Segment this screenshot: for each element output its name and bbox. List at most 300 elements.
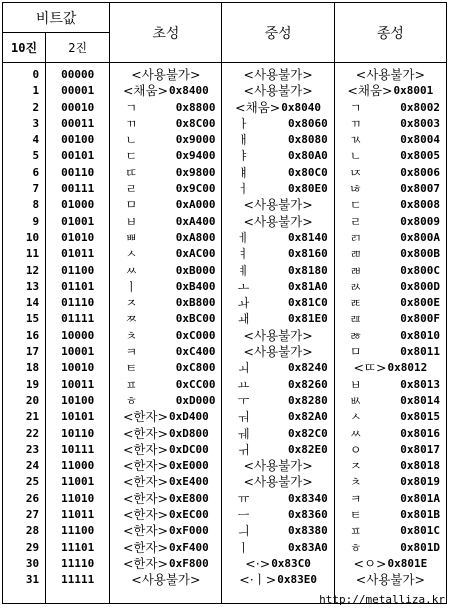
initial-jamo: ㅉ <box>125 312 138 327</box>
initial-entry <box>110 100 221 116</box>
initial-jamo: ㅌ <box>125 361 138 376</box>
medial-jamo: ㅑ <box>237 149 250 164</box>
medial-entry <box>222 246 333 262</box>
initial-special-label: <한자> <box>122 441 169 457</box>
binary-value: 10101 <box>61 410 95 424</box>
medial-hex-code: 0x8060 <box>287 116 328 130</box>
decimal-value: 28 <box>25 524 40 538</box>
initial-jamo: ㅁ <box>125 198 138 213</box>
final-entry <box>335 556 446 572</box>
initial-hex-code: 0x8800 <box>175 100 216 114</box>
final-jamo: ㅂ <box>349 377 362 392</box>
medial-entry <box>222 148 333 164</box>
final-entry <box>335 148 446 164</box>
medial-special-label: <사용불가> <box>243 344 313 360</box>
medial-entry <box>222 181 333 197</box>
final-entry <box>335 426 446 442</box>
medial-hex-code: 0x8160 <box>287 247 328 261</box>
initial-entry <box>110 116 221 132</box>
medial-special-label: <사용불가> <box>243 327 313 343</box>
final-jamo: ㄵ <box>349 165 362 180</box>
code-table <box>2 2 447 604</box>
medial-hex-code: 0x8280 <box>287 393 328 407</box>
final-hex-code: 0x800A <box>400 230 440 244</box>
final-special-label: <ㅇ> <box>353 555 387 571</box>
binary-value: 01110 <box>61 296 95 310</box>
final-special-label: <사용불가> <box>355 67 425 82</box>
final-entry <box>335 67 446 83</box>
initial-entry <box>110 214 221 230</box>
final-jamo: ㅈ <box>349 459 362 474</box>
medial-entry <box>222 279 333 295</box>
medial-hex-code: 0x8240 <box>287 361 328 375</box>
initial-jamo: ㅋ <box>125 345 138 360</box>
decimal-value: 9 <box>32 214 40 228</box>
medial-special-label: <·> <box>245 555 271 571</box>
medial-hex-code: 0x8380 <box>287 524 328 538</box>
final-jamo: ㅌ <box>349 508 362 523</box>
final-hex-code: 0x800B <box>400 247 440 261</box>
final-hex-code: 0x801B <box>400 508 440 522</box>
initial-hex-code: 0xC000 <box>175 328 216 342</box>
initial-jamo: ㄸ <box>125 165 138 180</box>
final-hex-code: 0x8001 <box>393 84 434 98</box>
medial-jamo: ㅏ <box>237 116 250 131</box>
decimal-value: 18 <box>25 361 40 375</box>
medial-entry <box>222 393 333 409</box>
final-hex-code: 0x8005 <box>400 149 440 163</box>
initial-special-label: <채움> <box>122 83 169 99</box>
medial-jamo: ㅘ <box>237 296 250 311</box>
initial-column <box>110 63 222 604</box>
final-entry <box>335 83 446 99</box>
initial-special-label: <한자> <box>122 409 169 425</box>
initial-hex-code: 0xC400 <box>175 345 216 359</box>
binary-value: 10100 <box>61 393 95 407</box>
initial-entry <box>110 474 221 490</box>
final-hex-code: 0x800F <box>400 312 440 326</box>
initial-hex-code: 0x8C00 <box>175 116 216 130</box>
final-hex-code: 0x800C <box>400 263 440 277</box>
binary-value: 01000 <box>61 198 95 212</box>
final-jamo: ㅇ <box>349 442 362 457</box>
medial-special-label: <사용불가> <box>243 83 313 99</box>
final-entry <box>335 116 446 132</box>
final-jamo: ㄺ <box>349 230 362 245</box>
final-jamo: ㄼ <box>349 263 362 278</box>
decimal-value: 20 <box>25 393 40 407</box>
medial-hex-code: 0x8180 <box>287 263 328 277</box>
decimal-value: 6 <box>32 165 40 179</box>
decimal-value: 2 <box>32 100 40 114</box>
binary-value: 11100 <box>61 524 95 538</box>
medial-special-label: <·ㅣ> <box>239 572 277 588</box>
binary-value: 01100 <box>61 263 95 277</box>
initial-hex-code: 0xEC00 <box>169 508 209 522</box>
final-hex-code: 0x801C <box>400 524 440 538</box>
initial-entry <box>110 311 221 327</box>
final-entry <box>335 442 446 458</box>
medial-jamo: ㅗ <box>237 279 250 294</box>
final-entry <box>335 132 446 148</box>
medial-hex-code: 0x83E0 <box>277 573 317 587</box>
final-entry <box>335 458 446 474</box>
initial-jamo: ㅂ <box>125 214 138 229</box>
initial-jamo: ㄱ <box>125 100 138 115</box>
final-entry <box>335 474 446 490</box>
final-jamo: ㅆ <box>349 426 362 441</box>
initial-jamo: ㄷ <box>125 149 138 164</box>
decimal-value: 17 <box>25 345 40 359</box>
decimal-value: 10 <box>25 230 40 244</box>
initial-special-label: <한자> <box>122 523 169 539</box>
initial-hex-code: 0xD800 <box>169 426 209 440</box>
medial-entry <box>222 377 333 393</box>
initial-jamo: ㄹ <box>125 182 138 197</box>
decimal-value: 14 <box>25 296 40 310</box>
medial-hex-code: 0x80A0 <box>287 149 328 163</box>
initial-entry <box>110 328 221 344</box>
medial-hex-code: 0x83A0 <box>287 540 328 554</box>
medial-hex-code: 0x8080 <box>287 133 328 147</box>
decimal-value: 27 <box>25 508 40 522</box>
medial-hex-code: 0x8260 <box>287 377 328 391</box>
final-entry <box>335 246 446 262</box>
final-hex-code: 0x8014 <box>400 393 440 407</box>
binary-value: 11110 <box>61 556 95 570</box>
medial-jamo: ㅒ <box>237 165 250 180</box>
final-jamo: ㅅ <box>349 410 362 425</box>
decimal-value: 1 <box>32 84 40 98</box>
medial-entry <box>222 83 333 99</box>
initial-entry <box>110 507 221 523</box>
final-column <box>334 63 446 604</box>
medial-entry <box>222 360 333 376</box>
medial-entry <box>222 165 333 181</box>
initial-entry <box>110 83 221 99</box>
binary-value: 00010 <box>61 100 95 114</box>
medial-entry <box>222 311 333 327</box>
binary-value: 00111 <box>61 182 95 196</box>
initial-special-label: <한자> <box>122 474 169 490</box>
final-entry <box>335 295 446 311</box>
medial-jamo: ㅛ <box>237 377 250 392</box>
final-jamo: ㅁ <box>349 345 362 360</box>
medial-jamo: ㅣ <box>237 540 250 555</box>
final-entry <box>335 409 446 425</box>
final-jamo: ㅋ <box>349 491 362 506</box>
initial-hex-code: 0x8400 <box>169 84 209 98</box>
decimal-value: 16 <box>25 328 40 342</box>
final-special-label: <ㄸ> <box>353 360 387 376</box>
final-jamo: ㄴ <box>349 149 362 164</box>
final-jamo: ㄳ <box>349 133 362 148</box>
final-hex-code: 0x8016 <box>400 426 440 440</box>
final-hex-code: 0x8009 <box>400 214 440 228</box>
initial-special-label: <한자> <box>122 425 169 441</box>
final-jamo: ㄷ <box>349 198 362 213</box>
final-hex-code: 0x8011 <box>400 345 440 359</box>
initial-entry <box>110 246 221 262</box>
medial-jamo: ㅡ <box>237 508 250 523</box>
medial-special-label: <사용불가> <box>243 197 313 213</box>
decimal-value: 24 <box>25 459 40 473</box>
binary-value: 10111 <box>61 442 95 456</box>
medial-entry <box>222 295 333 311</box>
initial-jamo: ㅎ <box>125 393 138 408</box>
medial-entry <box>222 116 333 132</box>
initial-jamo: ㄲ <box>125 116 138 131</box>
initial-entry <box>110 523 221 539</box>
final-hex-code: 0x8017 <box>400 442 440 456</box>
final-hex-code: 0x8004 <box>400 133 440 147</box>
initial-entry <box>110 426 221 442</box>
final-hex-code: 0x8018 <box>400 459 440 473</box>
medial-jamo: ㅢ <box>237 524 250 539</box>
medial-entry <box>222 540 333 556</box>
initial-entry <box>110 295 221 311</box>
binary-value: 11011 <box>61 508 95 522</box>
binary-column <box>46 63 110 604</box>
initial-entry <box>110 491 221 507</box>
binary-header: 2진 <box>46 33 110 63</box>
binary-value: 11101 <box>61 540 95 554</box>
initial-hex-code: 0xF400 <box>169 540 209 554</box>
final-entry <box>335 230 446 246</box>
decimal-value: 31 <box>25 573 40 587</box>
final-jamo: ㅍ <box>349 524 362 539</box>
initial-jamo: ㅃ <box>125 230 138 245</box>
final-jamo: ㄹ <box>349 214 362 229</box>
medial-special-label: <채움> <box>235 99 281 115</box>
decimal-column <box>3 63 46 604</box>
binary-value: 01111 <box>61 312 95 326</box>
final-hex-code: 0x8007 <box>400 182 440 196</box>
medial-header: 중성 <box>222 3 334 63</box>
final-entry <box>335 507 446 523</box>
initial-entry <box>110 197 221 213</box>
medial-jamo: ㅚ <box>237 361 250 376</box>
binary-value: 01101 <box>61 279 95 293</box>
binary-value: 00000 <box>61 68 95 81</box>
initial-entry <box>110 409 221 425</box>
initial-special-label: <사용불가> <box>131 572 201 588</box>
binary-value: 10110 <box>61 426 95 440</box>
final-jamo: ㅀ <box>349 328 362 343</box>
initial-entry <box>110 572 221 588</box>
decimal-value: 11 <box>25 247 40 261</box>
medial-jamo: ㅐ <box>237 133 250 148</box>
initial-hex-code: 0xA400 <box>175 214 216 228</box>
initial-special-label: <한자> <box>122 539 169 555</box>
final-hex-code: 0x8002 <box>400 100 440 114</box>
final-hex-code: 0x8019 <box>400 475 440 489</box>
binary-value: 00110 <box>61 165 95 179</box>
initial-hex-code: 0xF000 <box>169 524 209 538</box>
final-hex-code: 0x8015 <box>400 410 440 424</box>
initial-jamo: ㅣ <box>125 279 138 294</box>
final-entry <box>335 279 446 295</box>
final-hex-code: 0x8010 <box>400 328 440 342</box>
medial-hex-code: 0x8360 <box>287 508 328 522</box>
medial-entry <box>222 328 333 344</box>
binary-value: 11010 <box>61 491 95 505</box>
final-entry <box>335 572 446 588</box>
medial-jamo: ㅝ <box>237 410 250 425</box>
final-hex-code: 0x801E <box>387 556 428 570</box>
final-special-label: <채움> <box>347 83 393 99</box>
medial-entry <box>222 491 333 507</box>
medial-special-label: <사용불가> <box>243 474 313 490</box>
final-entry <box>335 100 446 116</box>
initial-entry <box>110 67 221 83</box>
decimal-value: 3 <box>32 116 40 130</box>
decimal-value: 4 <box>32 133 40 147</box>
initial-hex-code: 0xBC00 <box>175 312 216 326</box>
initial-hex-code: 0xE000 <box>169 459 209 473</box>
decimal-value: 22 <box>25 426 40 440</box>
initial-hex-code: 0xA800 <box>175 230 216 244</box>
initial-special-label: <한자> <box>122 490 169 506</box>
medial-hex-code: 0x80E0 <box>287 182 328 196</box>
initial-entry <box>110 132 221 148</box>
medial-column <box>222 63 334 604</box>
final-hex-code: 0x801A <box>400 491 440 505</box>
initial-header: 초성 <box>110 3 222 63</box>
final-entry <box>335 165 446 181</box>
initial-hex-code: 0xA000 <box>175 198 216 212</box>
medial-jamo: ㅔ <box>237 230 250 245</box>
final-entry <box>335 197 446 213</box>
initial-entry <box>110 148 221 164</box>
binary-value: 00101 <box>61 149 95 163</box>
decimal-value: 19 <box>25 377 40 391</box>
medial-hex-code: 0x80C0 <box>287 165 328 179</box>
initial-special-label: <사용불가> <box>131 67 201 82</box>
final-hex-code: 0x8013 <box>400 377 440 391</box>
initial-hex-code: 0xC800 <box>175 361 216 375</box>
medial-hex-code: 0x81E0 <box>287 312 328 326</box>
final-jamo: ㅎ <box>349 540 362 555</box>
initial-entry <box>110 344 221 360</box>
binary-value: 10010 <box>61 361 95 375</box>
final-entry <box>335 344 446 360</box>
medial-entry <box>222 572 333 588</box>
final-entry <box>335 491 446 507</box>
medial-jamo: ㅓ <box>237 182 250 197</box>
final-entry <box>335 393 446 409</box>
decimal-value: 15 <box>25 312 40 326</box>
medial-hex-code: 0x82A0 <box>287 410 328 424</box>
binary-value: 11000 <box>61 459 95 473</box>
initial-jamo: ㄴ <box>125 133 138 148</box>
initial-jamo: ㅈ <box>125 296 138 311</box>
initial-entry <box>110 181 221 197</box>
medial-hex-code: 0x8140 <box>287 230 328 244</box>
medial-entry <box>222 230 333 246</box>
medial-hex-code: 0x81C0 <box>287 296 328 310</box>
medial-hex-code: 0x81A0 <box>287 279 328 293</box>
binary-value: 11111 <box>61 573 95 587</box>
binary-value: 01011 <box>61 247 95 261</box>
initial-jamo: ㅅ <box>125 247 138 262</box>
binary-value: 10001 <box>61 345 95 359</box>
decimal-value: 13 <box>25 279 40 293</box>
final-entry <box>335 377 446 393</box>
medial-entry <box>222 474 333 490</box>
medial-entry <box>222 263 333 279</box>
initial-entry <box>110 442 221 458</box>
initial-hex-code: 0x9800 <box>175 165 216 179</box>
medial-entry <box>222 523 333 539</box>
medial-entry <box>222 100 333 116</box>
final-entry <box>335 311 446 327</box>
medial-hex-code: 0x8040 <box>281 100 322 114</box>
medial-entry <box>222 426 333 442</box>
final-entry <box>335 181 446 197</box>
binary-value: 10000 <box>61 328 95 342</box>
medial-entry <box>222 409 333 425</box>
medial-entry <box>222 344 333 360</box>
final-special-label: <사용불가> <box>355 572 425 588</box>
final-entry <box>335 263 446 279</box>
initial-hex-code: 0x9000 <box>175 133 216 147</box>
medial-jamo: ㅠ <box>237 491 250 506</box>
binary-value: 00001 <box>61 84 95 98</box>
medial-jamo: ㅜ <box>237 393 250 408</box>
initial-hex-code: 0xD400 <box>169 410 209 424</box>
decimal-value: 23 <box>25 442 40 456</box>
initial-hex-code: 0xE400 <box>169 475 209 489</box>
initial-entry <box>110 540 221 556</box>
decimal-value: 30 <box>25 556 40 570</box>
final-hex-code: 0x801D <box>400 540 440 554</box>
decimal-value: 0 <box>32 68 40 81</box>
final-jamo: ㄲ <box>349 116 362 131</box>
binary-value: 11001 <box>61 475 95 489</box>
decimal-value: 29 <box>25 540 40 554</box>
final-jamo: ㅄ <box>349 393 362 408</box>
medial-hex-code: 0x83C0 <box>271 556 311 570</box>
initial-entry <box>110 458 221 474</box>
initial-entry <box>110 165 221 181</box>
binary-value: 10011 <box>61 377 95 391</box>
final-entry <box>335 360 446 376</box>
initial-special-label: <한자> <box>122 507 169 523</box>
decimal-value: 8 <box>32 198 40 212</box>
binary-value: 00100 <box>61 133 95 147</box>
final-jamo: ㄱ <box>349 100 362 115</box>
final-entry <box>335 523 446 539</box>
final-jamo: ㄽ <box>349 279 362 294</box>
initial-entry <box>110 393 221 409</box>
initial-hex-code: 0xE800 <box>169 491 209 505</box>
medial-jamo: ㅕ <box>237 247 250 262</box>
final-jamo: ㄿ <box>349 312 362 327</box>
initial-hex-code: 0xCC00 <box>175 377 216 391</box>
medial-entry <box>222 458 333 474</box>
decimal-value: 7 <box>32 182 40 196</box>
medial-entry <box>222 556 333 572</box>
decimal-value: 21 <box>25 410 40 424</box>
initial-hex-code: 0xAC00 <box>175 247 216 261</box>
final-hex-code: 0x8003 <box>400 116 440 130</box>
initial-hex-code: 0xB800 <box>175 296 216 310</box>
binary-value: 00011 <box>61 116 95 130</box>
medial-hex-code: 0x8340 <box>287 491 328 505</box>
final-entry <box>335 214 446 230</box>
binary-value: 01010 <box>61 230 95 244</box>
